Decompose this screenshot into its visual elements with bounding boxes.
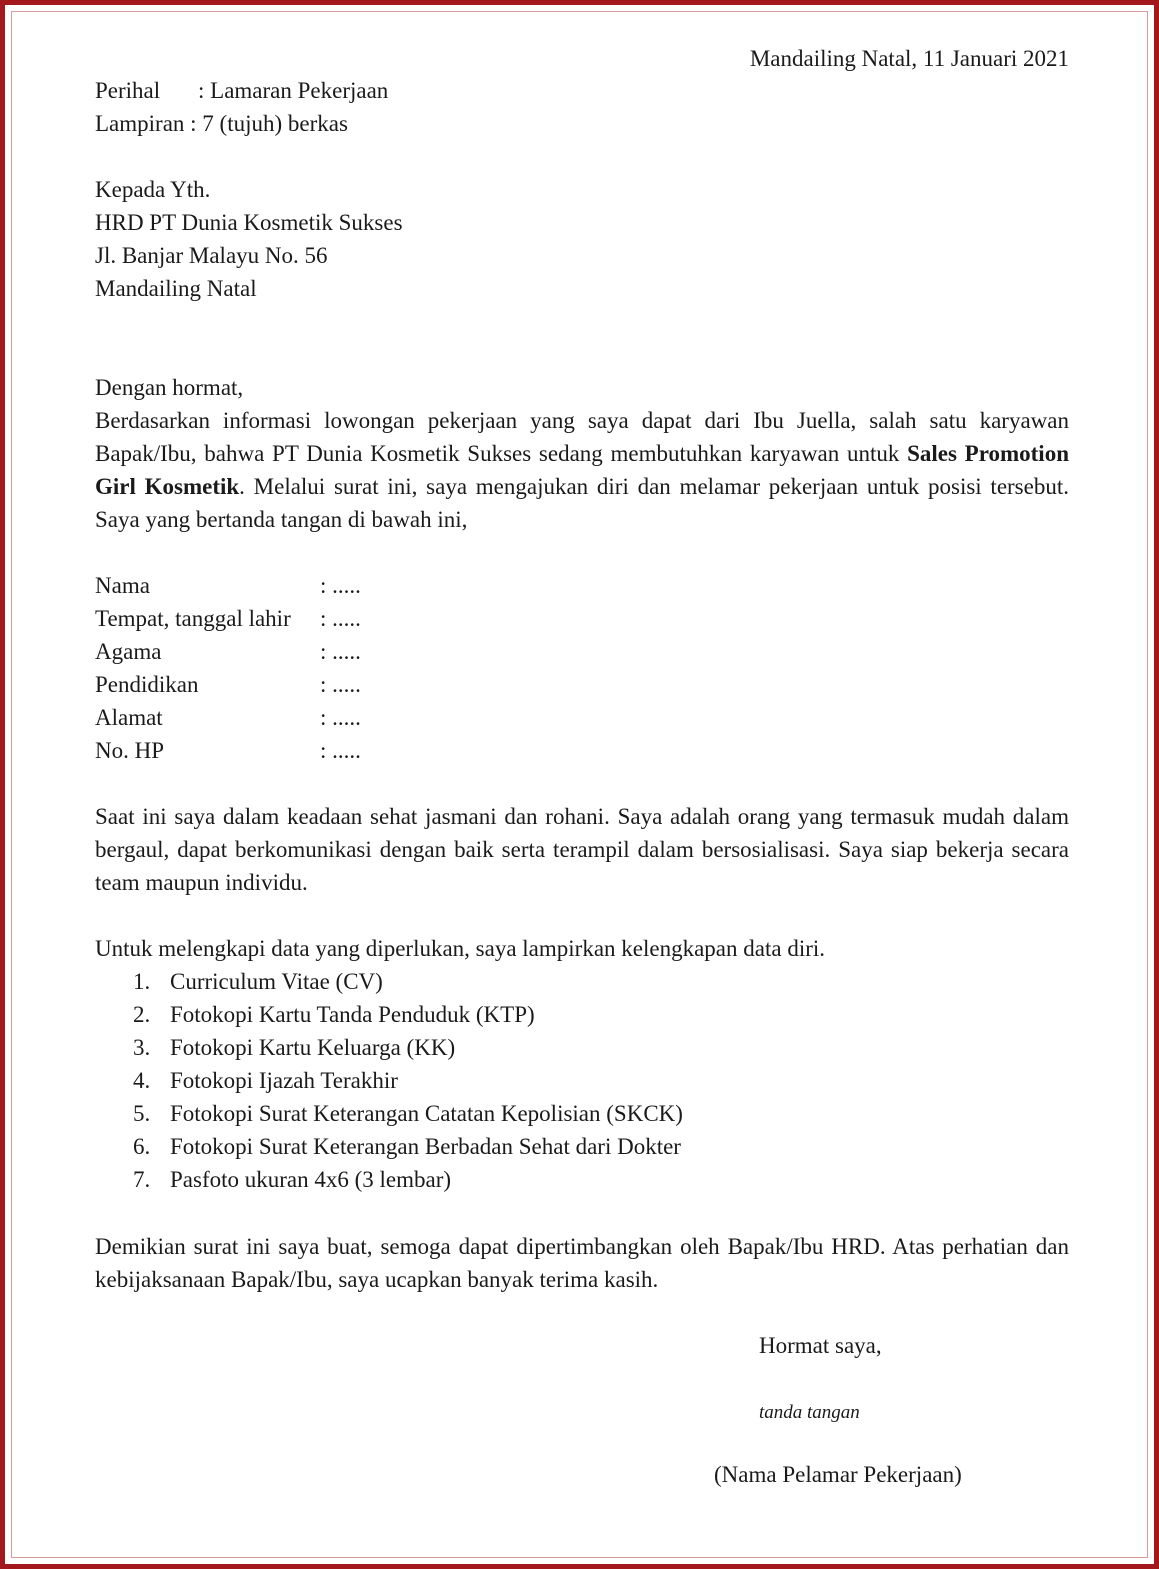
list-text: Pasfoto ukuran 4x6 (3 lembar) <box>170 1167 452 1192</box>
intro-paragraph <box>95 404 1069 536</box>
list-number: 2. <box>133 1002 151 1027</box>
recipient-line: Kepada Yth. <box>95 177 211 202</box>
list-item <box>133 1031 683 1064</box>
list-item <box>133 998 683 1031</box>
list-number: 3. <box>133 1035 151 1060</box>
field-value: : ..... <box>320 672 361 697</box>
list-item <box>133 1064 683 1097</box>
field-value: : ..... <box>320 606 361 631</box>
letter-header <box>95 74 1069 140</box>
closing-paragraph: Demikian surat ini saya buat, semoga dapat dipertimbangkan oleh Bapak/Ibu HRD. Atas perhatian dan kebijaksanaan Bapak/Ibu, saya ucapkan banyak terima kasih. <box>95 1234 1069 1292</box>
field-value: : ..... <box>320 639 361 664</box>
field-value: : ..... <box>320 705 361 730</box>
list-text: Fotokopi Surat Keterangan Catatan Kepolisian (SKCK) <box>170 1101 683 1126</box>
field-row <box>95 734 1069 767</box>
list-text: Curriculum Vitae (CV) <box>170 969 383 994</box>
attachments-intro-text: Untuk melengkapi data yang diperlukan, saya lampirkan kelengkapan data diri. <box>95 936 826 961</box>
list-number: 5. <box>133 1101 151 1126</box>
field-row <box>95 602 1069 635</box>
list-item <box>133 1097 683 1130</box>
regards: Hormat saya, <box>759 1333 882 1358</box>
field-label: Nama <box>95 573 150 598</box>
list-text: Fotokopi Ijazah Terakhir <box>170 1068 398 1093</box>
intro-text-1: Berdasarkan informasi lowongan pekerjaan yang saya dapat dari Ibu Juella, salah satu karyawan Bapak/Ibu, bahwa PT Dunia Kosmetik Sukses sedang membutuhkan karyawan untuk <box>95 408 1069 466</box>
recipient-line: HRD PT Dunia Kosmetik Sukses <box>95 210 403 235</box>
signature-placeholder: tanda tangan <box>759 1402 860 1423</box>
field-value: : ..... <box>320 738 361 763</box>
recipient-line: Mandailing Natal <box>95 276 257 301</box>
list-text: Fotokopi Kartu Keluarga (KK) <box>170 1035 456 1060</box>
recipient-block <box>95 173 1069 305</box>
attachments-list <box>133 965 683 1196</box>
list-item <box>133 1163 683 1196</box>
field-label: Pendidikan <box>95 672 199 697</box>
applicant-fields <box>95 569 1069 767</box>
list-item <box>133 965 683 998</box>
greeting <box>95 371 1069 404</box>
subject-value: : Lamaran Pekerjaan <box>198 78 389 103</box>
field-label: Alamat <box>95 705 163 730</box>
field-value: : ..... <box>320 573 361 598</box>
list-item <box>133 1130 683 1163</box>
list-number: 1. <box>133 969 151 994</box>
list-text: Fotokopi Surat Keterangan Berbadan Sehat dari Dokter <box>170 1134 681 1159</box>
list-text: Fotokopi Kartu Tanda Penduduk (KTP) <box>170 1002 535 1027</box>
field-label: Agama <box>95 639 162 664</box>
field-label: Tempat, tanggal lahir <box>95 606 291 631</box>
field-row <box>95 701 1069 734</box>
field-row <box>95 569 1069 602</box>
about-paragraph: Saat ini saya dalam keadaan sehat jasmani dan rohani. Saya adalah orang yang termasuk mudah dalam bergaul, dapat berkomunikasi dengan baik serta terampil dalam bersosialisasi. Saya siap bekerja secara team maupun individu. <box>95 804 1069 895</box>
intro-text-2: . Melalui surat ini, saya mengajukan diri dan melamar pekerjaan untuk posisi tersebut. Saya yang bertanda tangan di bawah ini, <box>95 474 1069 532</box>
field-label: No. HP <box>95 738 165 763</box>
subject-line <box>95 74 1069 107</box>
list-number: 7. <box>133 1167 151 1192</box>
attachments-intro <box>95 932 1069 965</box>
greeting-text: Dengan hormat, <box>95 375 244 400</box>
list-number: 4. <box>133 1068 151 1093</box>
place-date: Mandailing Natal, 11 Januari 2021 <box>749 46 1069 71</box>
field-row <box>95 635 1069 668</box>
recipient-line: Jl. Banjar Malayu No. 56 <box>95 243 328 268</box>
subject-label: Perihal <box>95 78 161 103</box>
field-row <box>95 668 1069 701</box>
list-number: 6. <box>133 1134 151 1159</box>
position-name: Sales Promotion Girl Kosmetik <box>95 441 1069 499</box>
signer-name: (Nama Pelamar Pekerjaan) <box>714 1462 962 1487</box>
attachment-line: Lampiran : 7 (tujuh) berkas <box>95 111 348 136</box>
